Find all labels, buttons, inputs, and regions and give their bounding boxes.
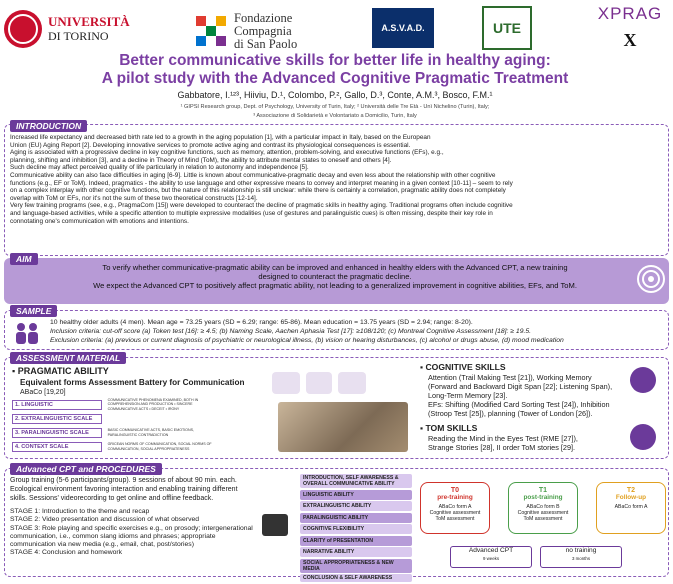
training-modules [300, 474, 412, 584]
group-photo [278, 402, 408, 452]
cognitive-skills-body [428, 373, 628, 418]
phase-training-label: Advanced CPT [468, 547, 514, 554]
abaco-scale-desc: COMMUNICATIVE PHENOMENA EXAMINED, BOTH IN COMPREHENSION AND PRODUCTION • SINCERE COMMUNICATIVE ACTS • DECEIT • IRONY [107, 398, 199, 411]
sample-line3: Exclusion criteria: (a) previous or current diagnosis of psychiatric or neurological illness, (b) vision or hearing disturbances, (c) alcohol or drugs abuse, (d) mood medication [50, 337, 564, 344]
intro-line: functions (e.g., EF or ToM). Indeed, pragmatics - the ability to use language and other expressive means to convey and interpret meaning in a given context [10-11] – seem to rely [10, 179, 513, 187]
training-module: COGNITIVE FLEXIBILITY [300, 524, 412, 534]
assessment-heading: ASSESSMENT MATERIAL [10, 352, 126, 364]
abaco-scale-row [12, 412, 222, 425]
training-module: CONCLUSION & SELF AWARENESS [300, 574, 412, 582]
unito-line1: UNIVERSITÀ [48, 14, 130, 29]
title-line1: Better communicative skills for better life in healthy aging: [119, 52, 551, 69]
procedures-stage: communication via new media (e.g., email, chat, post/stories) [10, 541, 194, 549]
timeline-point-id: T1 [538, 487, 548, 494]
training-module: EXTRALINGUISTIC ABILITY [300, 501, 412, 511]
intro-line: overlap with ToM or EFs, nor it's not the sum of these two theoretical constructs [12-14]. [10, 194, 258, 202]
timeline-point-label: Follow-up [615, 494, 647, 501]
aim-heading: AIM [10, 253, 38, 265]
training-module: NARRATIVE ABILITY [300, 547, 412, 557]
cognitive-skills-title: ▪ COGNITIVE SKILLS [420, 362, 506, 372]
tom-skills-label: TOM SKILLS [425, 423, 478, 433]
introduction-body [10, 134, 664, 225]
abaco-scale-row [12, 440, 222, 453]
fcsp-line2: Compagnia [234, 23, 292, 38]
cognitive-skills-label: COGNITIVE SKILLS [425, 362, 506, 372]
timeline-point-measure: ToM assessment [435, 516, 475, 522]
sample-line1: 10 healthy older adults (4 men). Mean age = 73.25 years (SD = 6.29; range: 65-86). Mean education = 13.75 years (SD = 2.94; range: 8-20). [50, 319, 473, 326]
phase-no-training [540, 546, 622, 568]
timeline-point-label: pre-training [437, 494, 473, 501]
affiliation-2: ³ Associazione di Solidarietà e Volontariato a Domicilio, Turin, Italy [253, 113, 417, 119]
procedures-stage: STAGE 3: Role playing and specific exercises e.g., on prosody; intergenerational [10, 524, 253, 532]
phase-training-duration: 9 weeks [482, 556, 500, 561]
unito-line2: DI TORINO [48, 29, 109, 43]
unito-logo [4, 6, 164, 52]
procedures-line: skills. Sessions' videorecording to get online and offline feedback. [10, 495, 214, 503]
procedures-heading: Advanced CPT and PROCEDURES [10, 463, 162, 475]
study-timeline [420, 476, 665, 576]
procedures-body [10, 476, 300, 504]
intro-line: on a complex interplay with other cognitive functions, but the nature of this relationship is still unclear: while there is certainly a correlation, pragmatic ability does not completely [10, 187, 506, 195]
fcsp-line3: di San Paolo [234, 36, 298, 51]
intro-line: connotating one's communication with emotions and intentions. [10, 217, 189, 225]
fcsp-mark-icon [196, 16, 226, 46]
training-module: INTRODUCTION, SELF AWARENESS & OVERALL COMMUNICATIVE ABILITY [300, 474, 412, 488]
aim-line1: To verify whether communicative-pragmatic ability can be improved and enhanced in healthy elders with the Advanced CPT, a new training [102, 263, 568, 272]
procedures-line: Ecological environment favoring interaction and enabling training different [10, 486, 238, 494]
fcsp-line1: Fondazione [234, 10, 293, 25]
soundwave-icon [338, 372, 366, 394]
abaco-citation: ABaCo [19,20] [20, 389, 66, 396]
tom-skills-title: ▪ TOM SKILLS [420, 423, 478, 433]
intro-line: Aging is associated with a progressive decline in key cognitive functions, such as memory, attention, problem-solving, and executive functions (EFs), e.g., [10, 149, 444, 157]
sample-body [50, 318, 662, 345]
introduction-heading: INTRODUCTION [10, 120, 87, 132]
phase-training [450, 546, 532, 568]
brain-icon [630, 367, 656, 393]
timeline-point-measure: ABaCo form A [438, 504, 472, 510]
training-module: CLARITY of PRESENTATION [300, 536, 412, 546]
timeline-point [508, 482, 578, 534]
timeline-point [596, 482, 666, 534]
pragmatic-ability-label: PRAGMATIC ABILITY [17, 366, 109, 376]
timeline-point [420, 482, 490, 534]
abaco-scale-name: 1. LINGUISTIC [12, 400, 102, 410]
intro-line: Very few training programs (see, e.g., PragmaCom [15]) were developed to counteract the decline of pragmatic skills in healthy aging. Traditional programs often include cognitive [10, 202, 513, 210]
procedures-line: Group training (5-6 participants/group). 9 sessions of about 90 min. each. [10, 477, 237, 484]
x-text: X [623, 30, 637, 50]
training-module: SOCIAL APPROPRIATENESS & NEW MEDIA [300, 559, 412, 573]
intro-line: Union (EU) Aging Report [2]. Developing innovative services to promote active aging and contrast its physiological consequences is essential. [10, 141, 411, 149]
cognitive-skills-line: (Forward and Backward Digit Span [22]; Listening Span), [428, 382, 613, 391]
phase-no-training-duration: 3 months [571, 556, 591, 561]
aim-line2: designed to counteract the pragmatic decline. [258, 272, 412, 281]
timeline-point-measure: Cognitive assessment [517, 510, 569, 516]
tom-skills-line: Strange Stories [28], II order ToM stories [29]. [428, 443, 576, 452]
conversation-icon [306, 372, 332, 394]
timeline-point-measure: Cognitive assessment [429, 510, 481, 516]
title-line2: A pilot study with the Advanced Cognitive Pragmatic Treatment [101, 70, 569, 87]
xprag-text: XPRAG [597, 4, 663, 23]
procedures-stage: communication, i.e., common slang idioms and phrases; appropriate [10, 532, 216, 540]
abaco-scale-desc: GRICEAN NORMS OF COMMUNICATION, SOCIAL NORMS OF COMMUNICATION, SOCIAL APPROPRIATENESS [107, 442, 212, 451]
gesture-hand-icon [272, 372, 300, 394]
affiliation-1: ¹ GIPSI Research group, Dept. of Psychology, University of Turin, Italy; ² Università delle Tre Età - Unì Nichelino (Turin), Italy; [180, 104, 490, 110]
aim-body [40, 263, 630, 290]
procedures-stage: STAGE 1: Introduction to the theme and recap [10, 508, 150, 515]
timeline-point-measure: ABaCo form B [526, 504, 560, 510]
tom-skills-line: Reading the Mind in the Eyes Test (RME [27]), [428, 434, 578, 443]
abaco-scale-desc: BASIC COMMUNICATIVE ACTS, BASIC EMOTIONS, PARALINGUISTIC CONTRADICTION [107, 428, 194, 437]
intro-line: Such decline may affect perceived quality of life particularly in relation to autonomy and independence [5]. [10, 164, 309, 172]
abaco-scale-row [12, 398, 222, 411]
head-icon [630, 424, 656, 450]
timeline-point-measure: ToM assessment [523, 516, 563, 522]
procedures-stages [10, 508, 295, 558]
ute-logo: UTE [482, 6, 532, 50]
tom-skills-body [428, 434, 638, 452]
timeline-point-id: T2 [626, 487, 636, 494]
authors: Gabbatore, I.¹²³, Hiiviu, D.¹, Colombo, P.², Gallo, D.³, Conte, A.M.³, Bosco, F.M.¹ [177, 90, 493, 100]
timeline-point-label: post-training [523, 494, 563, 501]
timeline-point-measure: ABaCo form A [614, 504, 648, 510]
timeline-point-id: T0 [450, 487, 460, 494]
cognitive-skills-line: (Stroop Test [25]), planning (Tower of London [26]). [428, 409, 593, 418]
pragmatic-ability-title: ▪ PRAGMATIC ABILITY [12, 366, 109, 376]
poster-title [80, 52, 590, 88]
abaco-scale-name: 3. PARALINGUISTIC SCALE [12, 428, 102, 438]
aim-line3: We expect the Advanced CPT to positively affect pragmatic ability, not leading to a generalized improvement in cognitive abilities, EFs, and ToM. [93, 281, 577, 290]
abaco-scale-name: 4. CONTEXT SCALE [12, 442, 102, 452]
training-module: PARALINGUISTIC ABILITY [300, 513, 412, 523]
video-camera-icon [262, 514, 288, 536]
xprag-logo [590, 4, 670, 60]
cognitive-skills-line: Attention (Trail Making Test [21]), Working Memory [428, 373, 592, 382]
abaco-scale-row [12, 426, 222, 439]
intro-line: Communicative ability can also face difficulties in aging [6-9]. Little is known about communicative-pragmatic decay and even less about the relationship with other cognitive [10, 171, 496, 179]
abaco-scales [12, 398, 222, 454]
people-icon [14, 322, 40, 344]
sample-heading: SAMPLE [10, 305, 57, 317]
target-icon [636, 264, 666, 294]
sample-line2: Inclusion criteria: cut-off score (a) Token test [16]: ≥ 4.5; (b) Naming Scale, Aachen Aphasia Test [17]: ≥108/120; (c) Montreal Cognitive Assessment [18]: ≥ 19.5. [50, 328, 532, 335]
procedures-stage: STAGE 2: Video presentation and discussion of what observed [10, 516, 200, 524]
abaco-subtitle: Equivalent forms Assessment Battery for Communication [20, 378, 245, 387]
fcsp-logo [196, 6, 356, 56]
cognitive-skills-line: EFs: Shifting (Modified Card Sorting Test [24]), Inhibition [428, 400, 610, 409]
unito-seal-icon [4, 10, 42, 48]
asvad-logo: A.S.V.A.D. [372, 8, 434, 48]
abaco-scale-name: 2. EXTRALINGUISTIC SCALE [12, 414, 102, 424]
procedures-stage: STAGE 4: Conclusion and homework [10, 549, 123, 557]
phase-no-training-label: no training [565, 547, 597, 554]
cognitive-skills-line: Long-Term Memory [23]. [428, 391, 508, 400]
intro-line: and language-based activities, while a specific attention to multiple expressive modalities (use of gestures and paralinguistic cues) is often missing, despite their key role in [10, 209, 493, 217]
intro-line: planning, shifting and inhibition [3], and a decline in Theory of Mind (ToM), the ability to attribute mental states to oneself and others [4]. [10, 156, 392, 164]
intro-line: Increased life expectancy and decreased birth rate led to a growth in the aging population [1], with a particular impact in Italy, based on the European [10, 134, 431, 141]
training-module: LINGUISTIC ABILITY [300, 490, 412, 500]
